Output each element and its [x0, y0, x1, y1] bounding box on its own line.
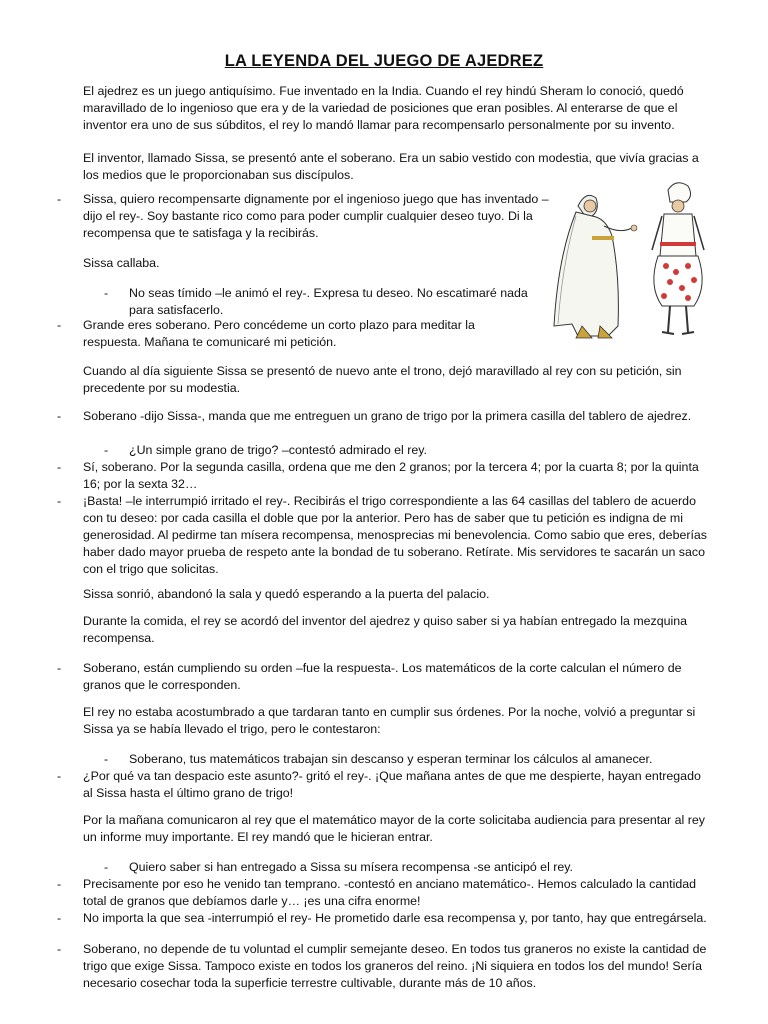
paragraph-night: El rey no estaba acostumbrado a que tardaran tanto en cumplir sus órdenes. Por la noche, volvió a preguntar si Sissa ya se había llevado el trigo, pero le contestaron:: [83, 705, 696, 736]
king-figure: [652, 183, 704, 334]
subdialogue-dash: -: [104, 752, 109, 766]
dialogue-doubling: Sí, soberano. Por la segunda casilla, ordena que me den 2 granos; por la tercera 4; por la cuarta 8; por la quinta 16; por la sexta 32…: [83, 460, 699, 491]
paragraph-sissa-silent: Sissa callaba.: [83, 256, 160, 270]
subdialogue-king-encourage: No seas tímido –le animó el rey-. Expresa tu deseo. No escatimaré nada para satisfacerlo.: [129, 286, 528, 317]
dialogue-mathematicians: Soberano, están cumpliendo su orden –fue la respuesta-. Los matemáticos de la corte calculan el número de granos que le corresponden.: [83, 661, 682, 692]
dialogue-sissa-delay: Grande eres soberano. Pero concédeme un corto plazo para meditar la respuesta. Mañana te comunicaré mi petición.: [83, 318, 475, 349]
paragraph-morning: Por la mañana comunicaron al rey que el matemático mayor de la corte solicitaba audiencia para presentar al rey un informe muy importante. El rey mandó que le hicieran entrar.: [83, 813, 705, 844]
dialogue-dash: -: [57, 877, 62, 891]
dialogue-king-shout: ¿Por qué va tan despacio este asunto?- gritó el rey-. ¡Que mañana antes de que me despierte, hayan entregado al Sissa hasta el último grano de trigo!: [83, 769, 701, 800]
paragraph-sissa-smiled: Sissa sonrió, abandonó la sala y quedó esperando a la puerta del palacio.: [83, 587, 490, 601]
dialogue-dash: -: [57, 460, 62, 474]
subdialogue-king-asks: Quiero saber si han entregado a Sissa su mísera recompensa -se anticipó el rey.: [129, 860, 573, 874]
paragraph-intro: El ajedrez es un juego antiquísimo. Fue inventado en la India. Cuando el rey hindú Sheram lo conoció, quedó maravillado de lo ingenioso que era y de la variedad de posiciones que eran posibles. Al enterarse de que el inventor era uno de sus súbditos, el rey lo mandó llamar para recompensarlo personalmente por su invento.: [83, 84, 684, 132]
two-figures-illustration: [548, 176, 738, 346]
dialogue-sissa-request: Soberano -dijo Sissa-, manda que me entreguen un grano de trigo por la primera casilla del tablero de ajedrez.: [83, 409, 692, 423]
dialogue-dash: -: [57, 911, 62, 925]
dialogue-dash: -: [57, 494, 62, 508]
dialogue-king-insists: No importa la que sea -interrumpió el rey- He prometido darle esa recompensa y, por tanto, hay que entregársela.: [83, 911, 707, 925]
subdialogue-dash: -: [104, 860, 109, 874]
subdialogue-dash: -: [104, 443, 109, 457]
dialogue-dash: -: [57, 192, 62, 206]
dialogue-dash: -: [57, 942, 62, 956]
dialogue-king-offer: Sissa, quiero recompensarte dignamente por el ingenioso juego que has inventado –dijo el rey-. Soy bastante rico como para poder cumplir cualquier deseo tuyo. Di la recompensa que te satisfaga y la recibirás.: [83, 192, 549, 240]
dialogue-dash: -: [57, 409, 62, 423]
dialogue-dash: -: [57, 769, 62, 783]
dialogue-impossible: Soberano, no depende de tu voluntad el cumplir semejante deseo. En todos tus graneros no existe la cantidad de trigo que exige Sissa. Tampoco existe en todos los graneros del reino. ¡Ni siquiera en todos los del mundo! Sería necesario cosechar toda la superficie terrestre cultivable, durante más de 10 años.: [83, 942, 707, 990]
subdialogue-calculations: Soberano, tus matemáticos trabajan sin descanso y esperan terminar los cálculos al amanecer.: [129, 752, 653, 766]
subdialogue-dash: -: [104, 286, 109, 300]
paragraph-dinner: Durante la comida, el rey se acordó del inventor del ajedrez y quiso saber si ya habían entregado la mezquina recompensa.: [83, 614, 688, 645]
dialogue-dash: -: [57, 318, 62, 332]
paragraph-inventor: El inventor, llamado Sissa, se presentó ante el soberano. Era un sabio vestido con modestia, que vivía gracias a los medios que le proporcionaban sus discípulos.: [83, 151, 699, 182]
dialogue-dash: -: [57, 661, 62, 675]
page-title: LA LEYENDA DEL JUEGO DE AJEDREZ: [224, 52, 544, 70]
dialogue-king-irritated: ¡Basta! –le interrumpió irritado el rey-. Recibirás el trigo correspondiente a las 64 casillas del tablero de acuerdo con tu deseo: por cada casilla el doble que por la anterior. Pero has de saber que tu petición es indigna de mi generosidad. Al pedirme tan mísera recompensa, menosprecias mi benevolencia. Como sabio que eres, deberías haber dado mayor prueba de respeto ante la bondad de tu soberano. Retírate. Mis servidores te sacarán un saco con el trigo que solicitas.: [83, 494, 708, 576]
subdialogue-king-surprised: ¿Un simple grano de trigo? –contestó admirado el rey.: [129, 443, 427, 457]
paragraph-next-day: Cuando al día siguiente Sissa se presentó de nuevo ante el trono, dejó maravillado al rey con su petición, sin precedente por su modestia.: [83, 364, 682, 395]
sage-figure: [554, 195, 637, 338]
dialogue-old-mathematician: Precisamente por eso he venido tan temprano. -contestó en anciano matemático-. Hemos calculado la cantidad total de granos que debíamos darle y… ¡es una cifra enorme!: [83, 877, 696, 908]
